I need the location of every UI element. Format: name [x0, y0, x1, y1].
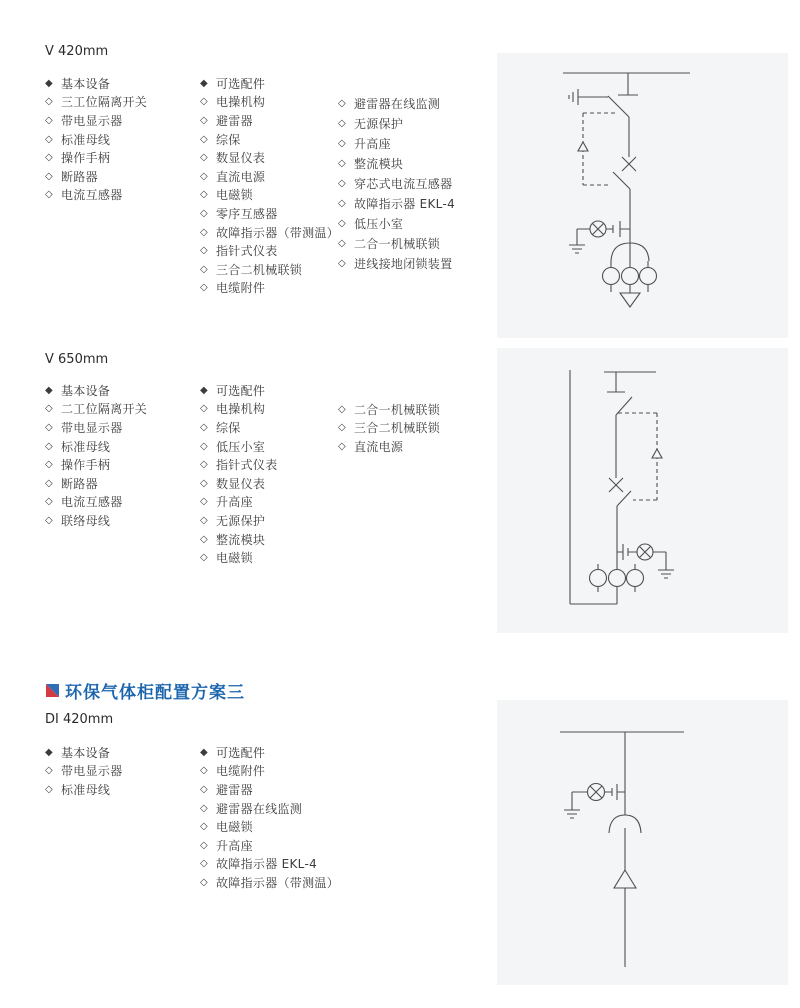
item-label: 综保: [216, 132, 241, 147]
list-item: [200, 260, 339, 279]
list-item: [200, 493, 278, 512]
item-label: 二工位隔离开关: [61, 402, 148, 417]
diamond-outline-bullet-icon: ◇: [200, 263, 208, 275]
di420-basic-column: [45, 743, 123, 799]
list-item: [200, 817, 339, 836]
item-label: 三合二机械联锁: [216, 262, 303, 277]
item-label: 二合一机械联锁: [354, 236, 441, 251]
item-label: 标准母线: [61, 439, 111, 454]
diamond-outline-bullet-icon: ◇: [200, 514, 208, 526]
v650-optional-column-2: [338, 400, 440, 456]
list-header-basic: [45, 381, 147, 400]
current-transformer-icon: [640, 268, 657, 285]
list-item: [45, 93, 147, 112]
diamond-outline-bullet-icon: ◇: [45, 440, 53, 452]
diamond-outline-bullet-icon: ◇: [338, 217, 346, 229]
cable-termination-icon: [614, 870, 636, 888]
diamond-outline-bullet-icon: ◇: [200, 839, 208, 851]
list-item: [338, 113, 455, 133]
diamond-outline-bullet-icon: ◇: [45, 514, 53, 526]
list-item: [338, 173, 455, 193]
item-label: 升高座: [216, 838, 253, 853]
v650-optional-column-1: [200, 381, 278, 567]
di420-optional-column-1: [200, 743, 339, 892]
item-label: 故障指示器 EKL-4: [354, 196, 456, 211]
list-header-basic: [45, 74, 147, 93]
diamond-outline-bullet-icon: ◇: [338, 197, 346, 209]
item-label: 整流模块: [216, 532, 266, 547]
item-label: 操作手柄: [61, 151, 111, 166]
di420-diagram-panel: [497, 700, 788, 985]
current-transformer-icon: [627, 570, 644, 587]
diamond-outline-bullet-icon: ◇: [45, 170, 53, 182]
item-label: 避雷器: [216, 113, 253, 128]
diamond-outline-bullet-icon: ◇: [45, 96, 53, 108]
item-label: 电缆附件: [216, 764, 266, 779]
list-item: [338, 213, 455, 233]
di420-single-line-diagram: [497, 700, 788, 985]
diamond-outline-bullet-icon: ◇: [338, 117, 346, 129]
item-label: 直流电源: [354, 439, 404, 454]
item-label: 带电显示器: [61, 113, 123, 128]
diamond-outline-bullet-icon: ◇: [45, 765, 53, 777]
list-item: [200, 455, 278, 474]
diamond-outline-bullet-icon: ◇: [45, 152, 53, 164]
list-item: [45, 130, 147, 149]
item-label: 零序互感器: [216, 206, 278, 221]
diamond-outline-bullet-icon: ◇: [45, 496, 53, 508]
item-label: 联络母线: [61, 513, 111, 528]
v420-single-line-diagram: [497, 53, 788, 338]
list-item: [338, 233, 455, 253]
diamond-outline-bullet-icon: ◇: [200, 282, 208, 294]
diamond-outline-bullet-icon: ◇: [200, 189, 208, 201]
item-label: 带电显示器: [61, 420, 123, 435]
item-label: 三合二机械联锁: [354, 421, 441, 436]
item-label: 电操机构: [216, 95, 266, 110]
list-item: [200, 279, 339, 298]
earth-icon: [564, 810, 580, 818]
diamond-filled-bullet-icon: ◆: [45, 746, 53, 758]
v420-optional-column-2: [338, 93, 455, 273]
list-item: [45, 780, 123, 799]
header-label: 可选配件: [216, 745, 266, 760]
list-item: [200, 186, 339, 205]
break-point-x: [609, 478, 623, 492]
earthing-contact: [569, 89, 608, 105]
item-label: 穿芯式电流互感器: [354, 176, 453, 191]
diamond-outline-bullet-icon: ◇: [200, 170, 208, 182]
blue-red-square-icon: [46, 684, 59, 697]
diamond-outline-bullet-icon: ◇: [200, 114, 208, 126]
diamond-outline-bullet-icon: ◇: [200, 226, 208, 238]
list-item: [45, 762, 123, 781]
diamond-outline-bullet-icon: ◇: [338, 403, 346, 415]
current-transformer-icon: [609, 570, 626, 587]
diamond-outline-bullet-icon: ◇: [200, 552, 208, 564]
item-label: 电操机构: [216, 402, 266, 417]
list-item: [338, 437, 440, 456]
list-item: [200, 873, 339, 892]
arrester-triangle-icon: [652, 449, 662, 458]
list-item: [338, 133, 455, 153]
item-label: 指针式仪表: [216, 458, 278, 473]
diamond-outline-bullet-icon: ◇: [200, 133, 208, 145]
item-label: 故障指示器 EKL-4: [216, 857, 318, 872]
list-item: [45, 418, 147, 437]
diamond-outline-bullet-icon: ◇: [200, 207, 208, 219]
item-label: 三工位隔离开关: [61, 95, 148, 110]
list-item: [200, 530, 278, 549]
list-item: [200, 836, 339, 855]
diamond-outline-bullet-icon: ◇: [338, 237, 346, 249]
diamond-outline-bullet-icon: ◇: [338, 257, 346, 269]
header-label: 基本设备: [61, 76, 111, 91]
capacitive-divider: [605, 784, 625, 800]
item-label: 断路器: [61, 169, 98, 184]
item-label: 无源保护: [354, 116, 404, 131]
diamond-outline-bullet-icon: ◇: [200, 765, 208, 777]
list-item: [45, 455, 147, 474]
list-item: [200, 799, 339, 818]
list-item: [200, 241, 339, 260]
header-label: 基本设备: [61, 383, 111, 398]
header-label: 可选配件: [216, 76, 266, 91]
current-transformer-icon: [622, 268, 639, 285]
item-label: 升高座: [216, 495, 253, 510]
earth-icon: [569, 245, 585, 253]
item-label: 电流互感器: [61, 188, 123, 203]
item-label: 升高座: [354, 136, 391, 151]
item-label: 二合一机械联锁: [354, 402, 441, 417]
item-label: 电流互感器: [61, 495, 123, 510]
diamond-outline-bullet-icon: ◇: [200, 421, 208, 433]
v420-basic-column: [45, 74, 147, 204]
list-item: [200, 855, 339, 874]
item-label: 进线接地闭锁装置: [354, 256, 453, 271]
item-label: 带电显示器: [61, 764, 123, 779]
diamond-outline-bullet-icon: ◇: [45, 133, 53, 145]
item-label: 低压小室: [354, 216, 404, 231]
v420-diagram-panel: [497, 53, 788, 338]
list-item: [200, 167, 339, 186]
diamond-filled-bullet-icon: ◆: [200, 77, 208, 89]
item-label: 低压小室: [216, 439, 266, 454]
diamond-outline-bullet-icon: ◇: [200, 245, 208, 257]
v420-optional-column-1: [200, 74, 339, 297]
list-item: [200, 93, 339, 112]
diamond-outline-bullet-icon: ◇: [200, 496, 208, 508]
list-item: [338, 253, 455, 273]
dashed-option-box: [583, 113, 615, 185]
diamond-outline-bullet-icon: ◇: [200, 459, 208, 471]
item-label: 电磁锁: [216, 551, 253, 566]
diamond-outline-bullet-icon: ◇: [45, 189, 53, 201]
item-label: 整流模块: [354, 156, 404, 171]
list-item: [200, 148, 339, 167]
list-item: [200, 780, 339, 799]
list-item: [200, 130, 339, 149]
diamond-outline-bullet-icon: ◇: [45, 783, 53, 795]
list-item: [200, 400, 278, 419]
cable-termination-icon: [620, 293, 640, 307]
chapter-heading-label: 环保气体柜配置方案三: [65, 683, 245, 703]
v650-single-line-diagram: [497, 348, 788, 633]
item-label: 故障指示器（带测温）: [216, 225, 340, 240]
section-title-v650: V 650mm: [45, 352, 109, 367]
disconnector-blade: [616, 397, 632, 478]
diamond-outline-bullet-icon: ◇: [45, 421, 53, 433]
item-label: 操作手柄: [61, 458, 111, 473]
diamond-outline-bullet-icon: ◇: [200, 858, 208, 870]
dashed-option-box: [618, 413, 657, 500]
diamond-outline-bullet-icon: ◇: [45, 403, 53, 415]
list-item: [338, 419, 440, 438]
diamond-outline-bullet-icon: ◇: [338, 422, 346, 434]
v650-diagram-panel: [497, 348, 788, 633]
tie-busbar-line: [570, 370, 617, 604]
diamond-outline-bullet-icon: ◇: [200, 440, 208, 452]
disconnector-blade: [608, 96, 629, 157]
list-item: [45, 437, 147, 456]
list-item: [200, 511, 278, 530]
list-item: [45, 400, 147, 419]
diamond-outline-bullet-icon: ◇: [338, 157, 346, 169]
section-title-di420: DI 420mm: [45, 712, 114, 727]
diamond-outline-bullet-icon: ◇: [200, 477, 208, 489]
list-item: [338, 93, 455, 113]
list-item: [338, 153, 455, 173]
capacitive-divider: [606, 221, 630, 237]
diamond-outline-bullet-icon: ◇: [338, 177, 346, 189]
item-label: 标准母线: [61, 782, 111, 797]
item-label: 避雷器: [216, 782, 253, 797]
chapter-heading: [46, 678, 245, 703]
diamond-filled-bullet-icon: ◆: [45, 384, 53, 396]
list-item: [45, 167, 147, 186]
item-label: 综保: [216, 420, 241, 435]
section-title-v420: V 420mm: [45, 44, 109, 59]
current-transformer-icon: [603, 268, 620, 285]
item-label: 电磁锁: [216, 820, 253, 835]
list-header-optional: [200, 743, 339, 762]
diamond-outline-bullet-icon: ◇: [200, 152, 208, 164]
item-label: 避雷器在线监测: [354, 96, 441, 111]
list-item: [338, 400, 440, 419]
current-transformer-icon: [590, 570, 607, 587]
header-label: 可选配件: [216, 383, 266, 398]
header-label: 基本设备: [61, 745, 111, 760]
diamond-filled-bullet-icon: ◆: [200, 384, 208, 396]
item-label: 故障指示器（带测温）: [216, 875, 340, 890]
diamond-filled-bullet-icon: ◆: [45, 77, 53, 89]
list-item: [200, 204, 339, 223]
item-label: 数显仪表: [216, 151, 266, 166]
list-item: [45, 148, 147, 167]
diamond-outline-bullet-icon: ◇: [338, 137, 346, 149]
v650-basic-column: [45, 381, 147, 530]
diamond-outline-bullet-icon: ◇: [200, 96, 208, 108]
list-item: [200, 418, 278, 437]
list-item: [200, 437, 278, 456]
list-item: [45, 186, 147, 205]
list-item: [45, 493, 147, 512]
list-item: [45, 474, 147, 493]
diamond-filled-bullet-icon: ◆: [200, 746, 208, 758]
item-label: 指针式仪表: [216, 244, 278, 259]
list-item: [200, 111, 339, 130]
list-item: [200, 762, 339, 781]
list-item: [45, 511, 147, 530]
diamond-outline-bullet-icon: ◇: [200, 783, 208, 795]
list-header-optional: [200, 74, 339, 93]
item-label: 电缆附件: [216, 281, 266, 296]
break-point-x: [622, 157, 636, 171]
diamond-outline-bullet-icon: ◇: [338, 440, 346, 452]
list-item: [338, 193, 455, 213]
item-label: 直流电源: [216, 169, 266, 184]
item-label: 避雷器在线监测: [216, 801, 303, 816]
list-item: [200, 548, 278, 567]
diamond-outline-bullet-icon: ◇: [45, 477, 53, 489]
list-header-optional: [200, 381, 278, 400]
diamond-outline-bullet-icon: ◇: [200, 821, 208, 833]
list-item: [45, 111, 147, 130]
list-item: [200, 223, 339, 242]
capacitive-divider: [617, 544, 637, 560]
item-label: 标准母线: [61, 132, 111, 147]
item-label: 无源保护: [216, 513, 266, 528]
list-header-basic: [45, 743, 123, 762]
diamond-outline-bullet-icon: ◇: [200, 403, 208, 415]
arrester-triangle-icon: [578, 142, 588, 151]
diamond-outline-bullet-icon: ◇: [200, 876, 208, 888]
diamond-outline-bullet-icon: ◇: [200, 533, 208, 545]
item-label: 断路器: [61, 476, 98, 491]
diamond-outline-bullet-icon: ◇: [45, 459, 53, 471]
diamond-outline-bullet-icon: ◇: [338, 97, 346, 109]
earth-icon: [658, 570, 674, 578]
diamond-outline-bullet-icon: ◇: [45, 114, 53, 126]
item-label: 数显仪表: [216, 476, 266, 491]
diamond-outline-bullet-icon: ◇: [200, 802, 208, 814]
list-item: [200, 474, 278, 493]
item-label: 电磁锁: [216, 188, 253, 203]
